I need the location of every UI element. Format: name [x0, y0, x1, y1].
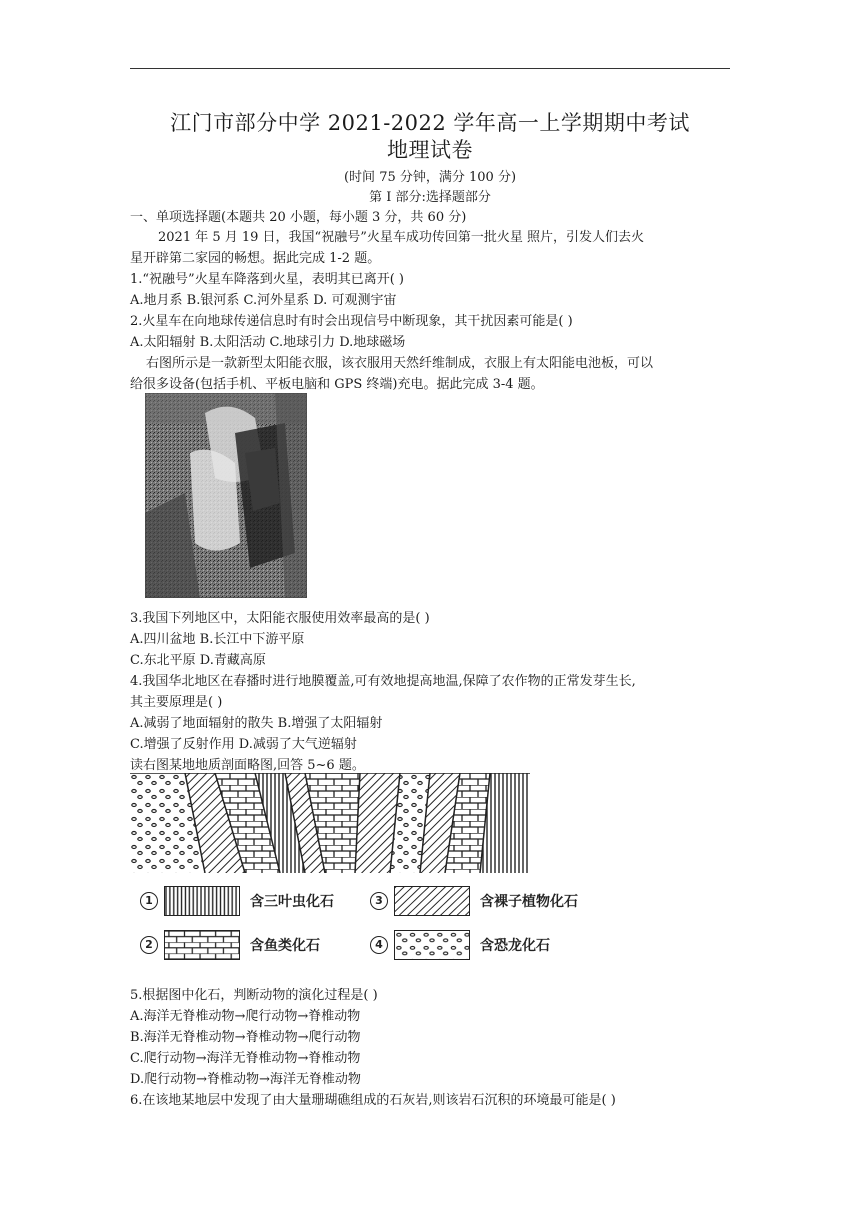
- section-heading: 一、单项选择题(本题共 20 小题，每小题 3 分，共 60 分): [130, 210, 467, 225]
- q3-options-a: A.四川盆地 B.长江中下游平原: [130, 632, 305, 647]
- legend-label: 含裸子植物化石: [480, 894, 578, 910]
- fish-swatch: [164, 930, 240, 960]
- passage2-line1: 右图所示是一款新型太阳能衣服，该衣服用天然纤维制成，衣服上有太阳能电池板，可以: [146, 356, 654, 371]
- legend-number: 4: [370, 936, 388, 954]
- q2-options: A.太阳辐射 B.太阳活动 C.地球引力 D.地球磁场: [130, 335, 406, 350]
- q3-options-b: C.东北平原 D.青藏高原: [130, 653, 266, 668]
- q4-options-b: C.增强了反射作用 D.减弱了大气逆辐射: [130, 737, 357, 752]
- legend-item-trilobite: [140, 886, 334, 916]
- legend-label: 含鱼类化石: [250, 938, 320, 954]
- geologic-cross-section: [130, 773, 530, 873]
- q2-stem: 2.火星车在向地球传递信息时有时会出现信号中断现象，其干扰因素可能是( ): [130, 314, 573, 329]
- passage2-line2: 给很多设备(包括手机、平板电脑和 GPS 终端)充电。据此完成 3-4 题。: [130, 377, 544, 392]
- passage3-line1: 读右图某地地质剖面略图,回答 5~6 题。: [130, 758, 365, 773]
- q4-stem: 4.我国华北地区在春播时进行地膜覆盖,可有效地提高地温,保障了农作物的正常发芽生长,: [130, 674, 636, 689]
- exam-info: (时间 75 分钟，满分 100 分): [343, 170, 517, 185]
- q5-option-d: D.爬行动物→脊椎动物→海洋无脊椎动物: [130, 1072, 361, 1087]
- legend-item-gymnosperm: [370, 886, 578, 916]
- q6-stem: 6.在该地某地层中发现了由大量珊瑚礁组成的石灰岩,则该岩石沉积的环境最可能是( ): [130, 1093, 616, 1108]
- legend-number: 1: [140, 892, 158, 910]
- trilobite-swatch: [164, 886, 240, 916]
- q1-stem: 1.“祝融号”火星车降落到火星，表明其已离开( ): [130, 272, 404, 287]
- legend-item-dinosaur: [370, 930, 550, 960]
- passage1-line2: 星开辟第二家园的畅想。据此完成 1-2 题。: [130, 251, 381, 266]
- subject-title: 地理试卷: [387, 138, 473, 162]
- q5-stem: 5.根据图中化石，判断动物的演化过程是( ): [130, 988, 378, 1003]
- part-label: 第 I 部分:选择题部分: [369, 190, 491, 205]
- legend-label: 含三叶虫化石: [250, 894, 334, 910]
- q3-stem: 3.我国下列地区中，太阳能衣服使用效率最高的是( ): [130, 611, 430, 626]
- gymnosperm-swatch: [394, 886, 470, 916]
- q1-options: A.地月系 B.银河系 C.河外星系 D. 可观测宇宙: [130, 293, 397, 308]
- passage1-line1: 2021 年 5 月 19 日，我国“祝融号”火星车成功传回第一批火星 照片，引发人们去火: [158, 230, 644, 245]
- q4-stem-cont: 其主要原理是( ): [130, 695, 223, 710]
- legend-number: 3: [370, 892, 388, 910]
- legend-item-fish: [140, 930, 320, 960]
- q5-option-c: C.爬行动物→海洋无脊椎动物→脊椎动物: [130, 1051, 361, 1066]
- dinosaur-swatch: [394, 930, 470, 960]
- cross-section-legend: [130, 880, 590, 970]
- exam-title: 江门市部分中学 2021-2022 学年高一上学期期中考试: [170, 111, 690, 135]
- q4-options-a: A.减弱了地面辐射的散失 B.增强了太阳辐射: [130, 716, 383, 731]
- header-rule: [130, 68, 730, 69]
- q5-option-b: B.海洋无脊椎动物→脊椎动物→爬行动物: [130, 1030, 361, 1045]
- q5-option-a: A.海洋无脊椎动物→爬行动物→脊椎动物: [130, 1009, 361, 1024]
- legend-label: 含恐龙化石: [480, 938, 550, 954]
- legend-number: 2: [140, 936, 158, 954]
- solar-clothing-photo: [145, 393, 307, 598]
